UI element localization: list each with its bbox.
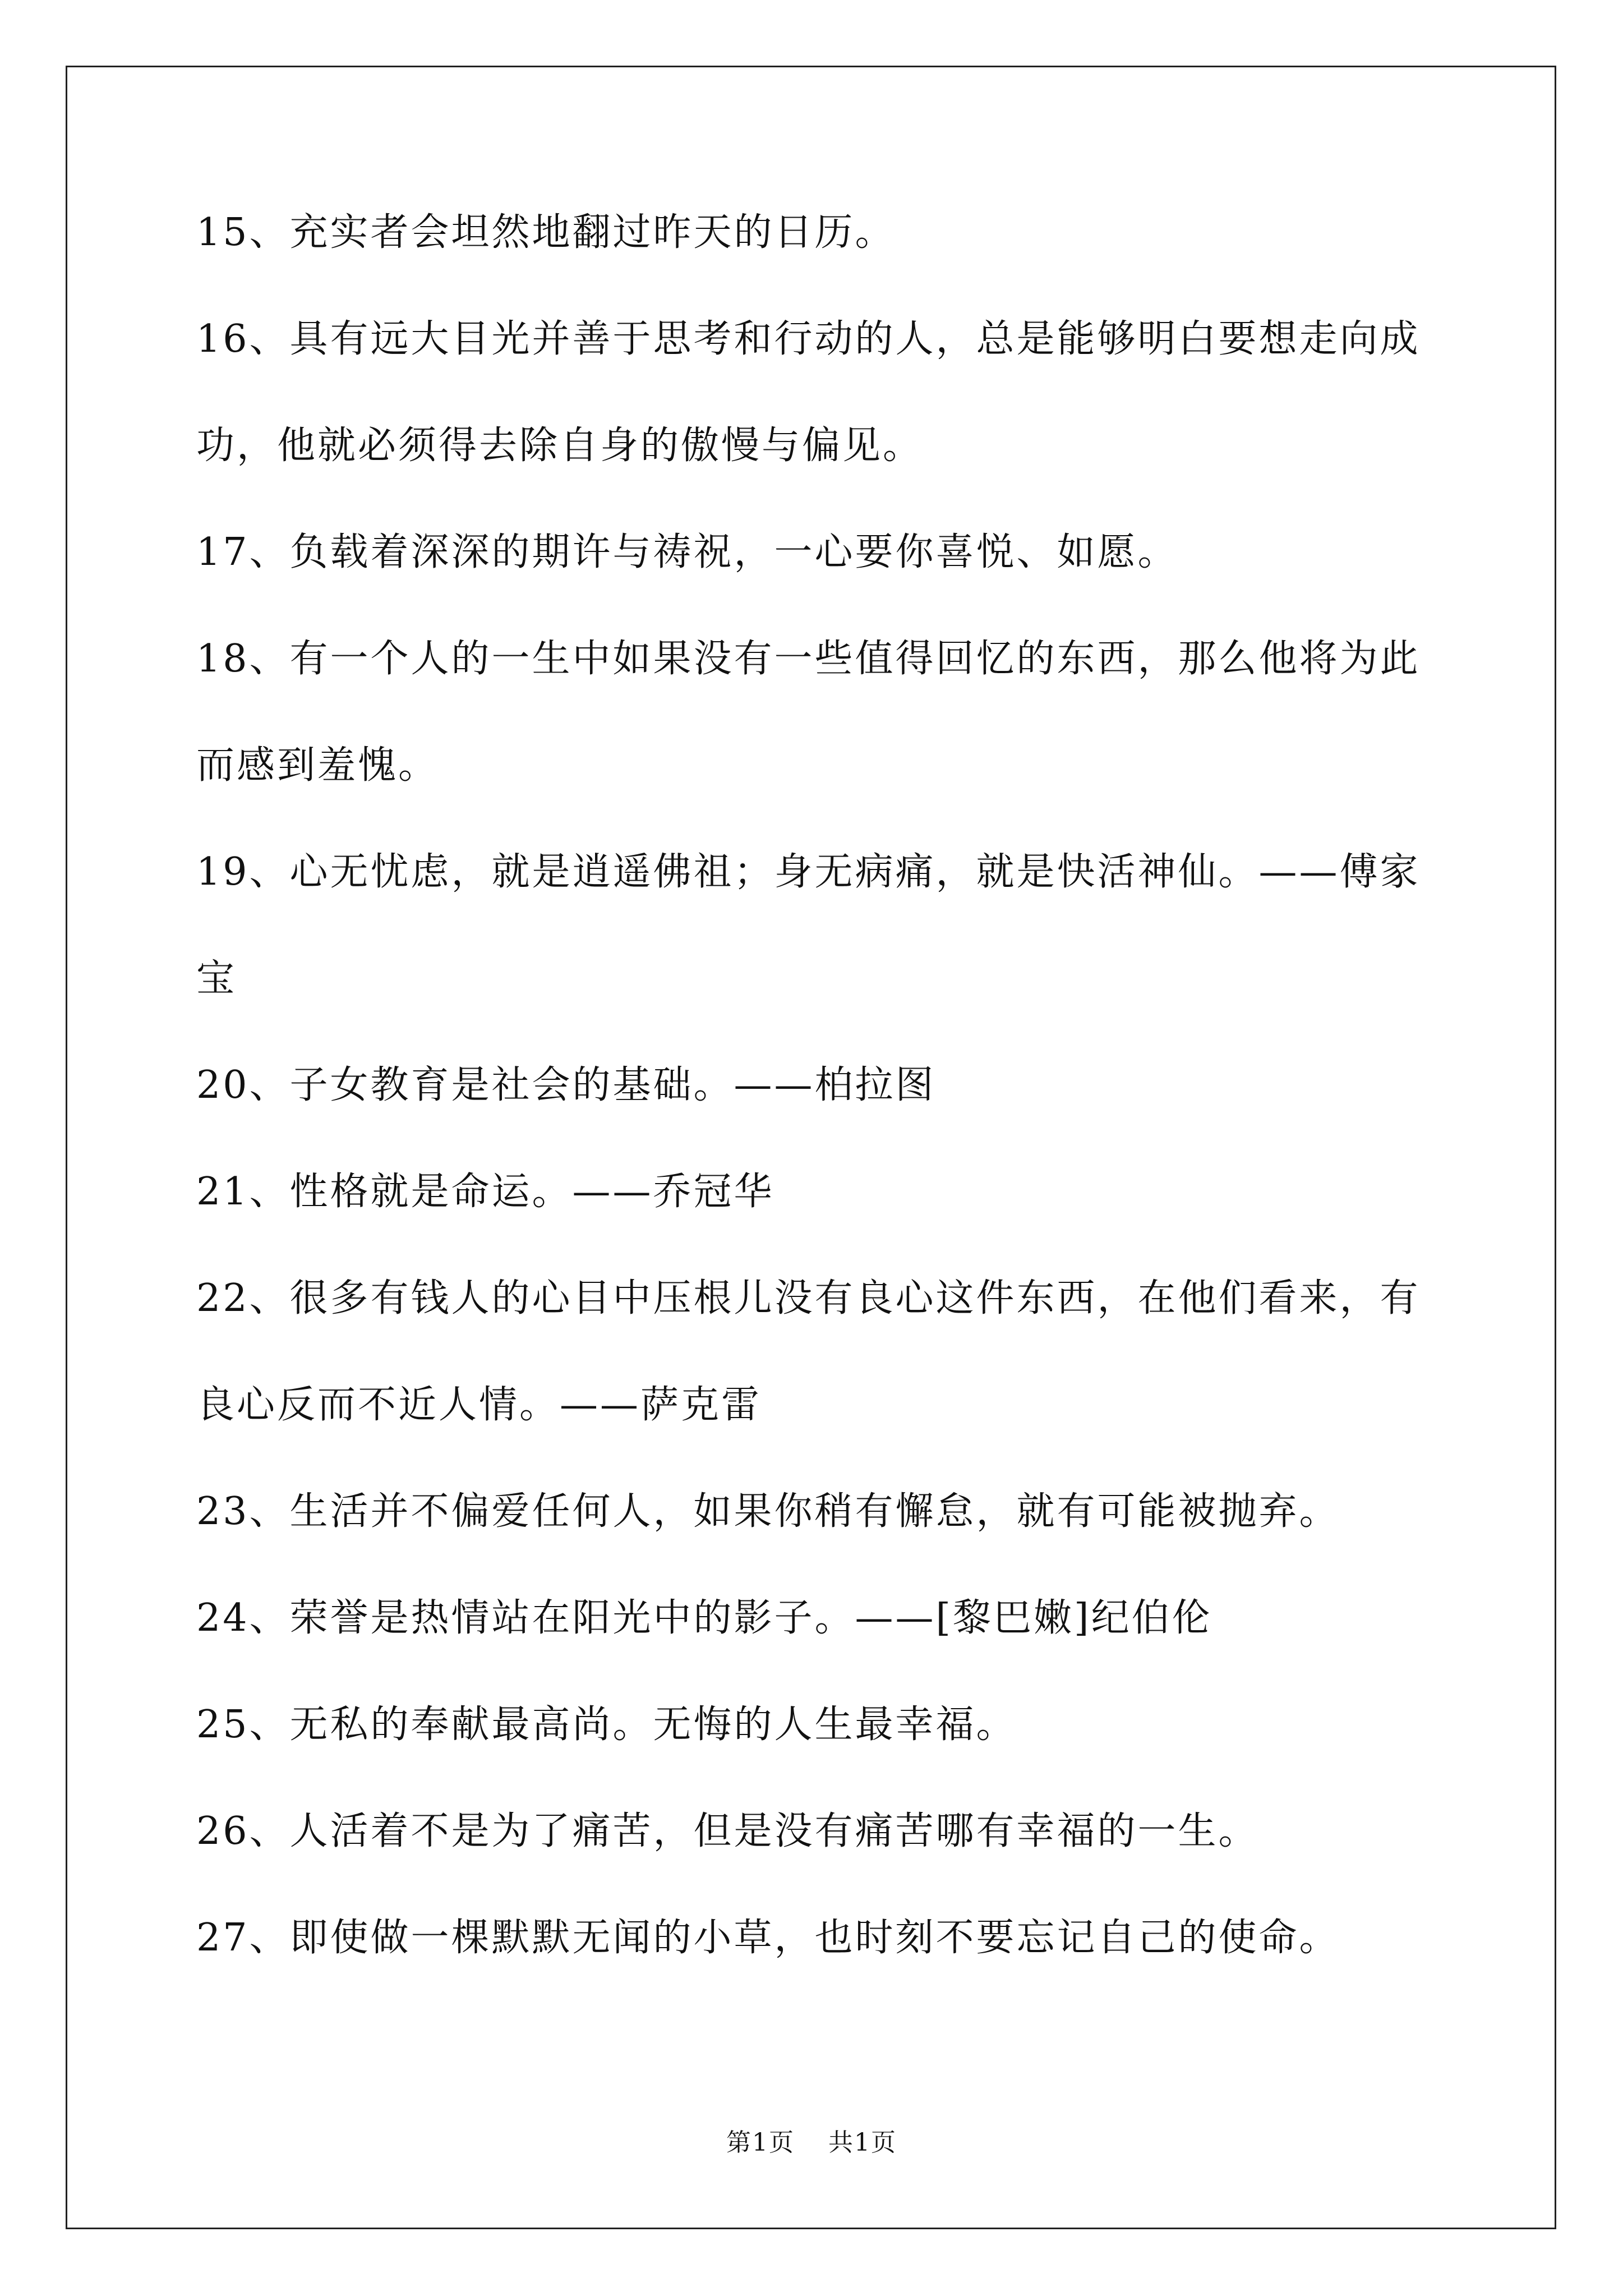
quote-line: 18、有一个人的一生中如果没有一些值得回忆的东西，那么他将为此 [196, 637, 1421, 681]
quote-line: 17、负载着深深的期许与祷祝，一心要你喜悦、如愿。 [196, 530, 1178, 574]
quote-line: 宝 [196, 956, 237, 1001]
page-number: 第1页 [726, 2128, 795, 2157]
document-body [196, 208, 1441, 1963]
quote-line: 而感到羞愧。 [196, 743, 439, 788]
quote-line: 20、子女教育是社会的基础。——柏拉图 [196, 1063, 936, 1107]
quote-line: 25、无私的奉献最高尚。无悔的人生最幸福。 [196, 1703, 1017, 1747]
page-total: 共1页 [828, 2128, 897, 2157]
quote-line: 23、生活并不偏爱任何人，如果你稍有懈怠，就有可能被抛弃。 [196, 1489, 1340, 1534]
quote-line: 16、具有远大目光并善于思考和行动的人，总是能够明白要想走向成 [196, 317, 1421, 361]
quote-line: 19、心无忧虑，就是逍遥佛祖；身无病痛，就是快活神仙。——傅家 [196, 850, 1421, 894]
quote-line: 15、充实者会坦然地翻过昨天的日历。 [196, 210, 896, 255]
page-footer [0, 2126, 1623, 2160]
quote-line: 21、性格就是命运。——乔冠华 [196, 1170, 774, 1214]
quote-line: 26、人活着不是为了痛苦，但是没有痛苦哪有幸福的一生。 [196, 1809, 1259, 1853]
quote-line: 24、荣誉是热情站在阳光中的影子。——[黎巴嫩]纪伯伦 [196, 1596, 1212, 1640]
quote-line: 27、即使做一棵默默无闻的小草，也时刻不要忘记自己的使命。 [196, 1916, 1340, 1960]
quote-line: 功，他就必须得去除自身的傲慢与偏见。 [196, 424, 924, 468]
quote-line: 22、很多有钱人的心目中压根儿没有良心这件东西，在他们看来，有 [196, 1276, 1421, 1320]
quote-line: 良心反而不近人情。——萨克雷 [196, 1383, 762, 1427]
